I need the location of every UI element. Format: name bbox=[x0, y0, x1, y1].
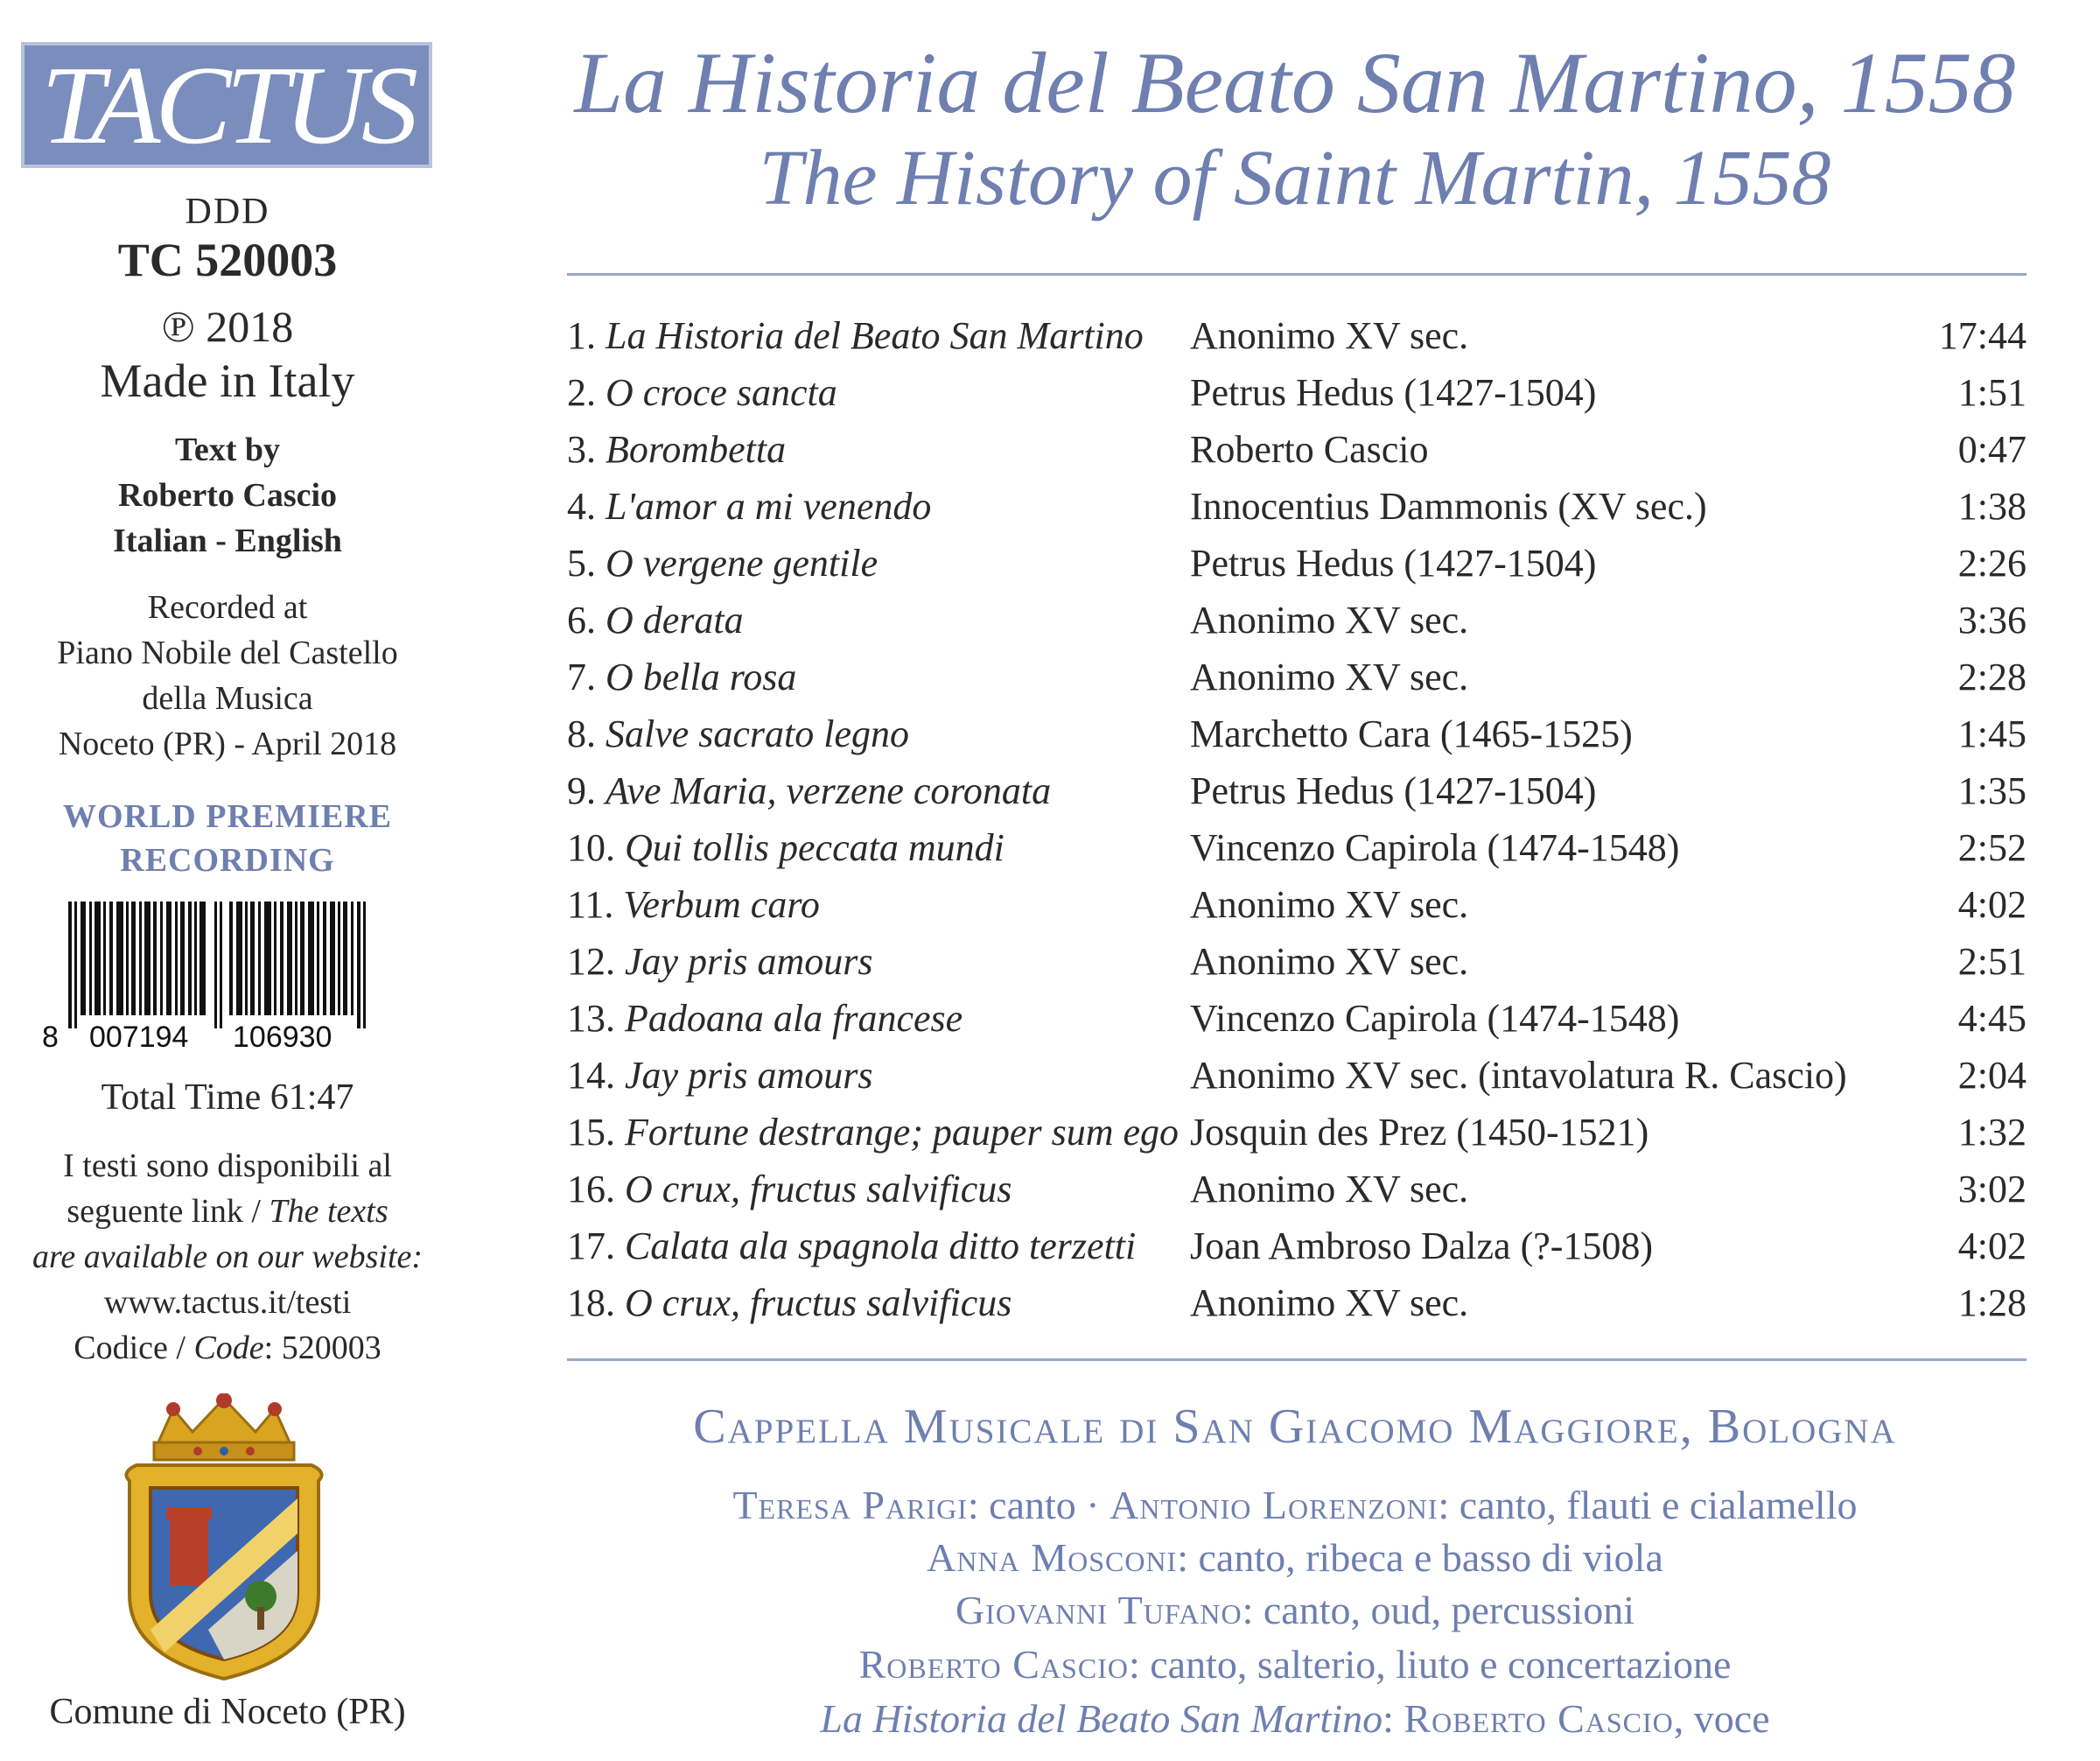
text-by-block bbox=[0, 427, 455, 564]
recorded-venue-2: della Musica bbox=[142, 680, 313, 717]
texts-note-en-2: are available on our website: bbox=[32, 1238, 424, 1275]
track-row bbox=[567, 537, 2026, 594]
track-duration: 2:26 bbox=[1957, 542, 2026, 585]
track-composer: Petrus Hedus (1427-1504) bbox=[1190, 542, 1597, 585]
track-duration: 2:04 bbox=[1957, 1054, 2026, 1097]
track-number-title bbox=[567, 537, 878, 590]
track-number-title bbox=[567, 481, 931, 533]
website-link[interactable]: www.tactus.it/testi bbox=[103, 1284, 352, 1321]
texts-note-it: seguente link bbox=[66, 1193, 243, 1230]
texts-sep: / bbox=[242, 1193, 270, 1230]
track-composer: Marchetto Cara (1465-1525) bbox=[1190, 712, 1633, 755]
track-number: 1. bbox=[567, 314, 596, 357]
track-duration: 1:51 bbox=[1957, 371, 2026, 414]
track-number: 2. bbox=[567, 371, 596, 414]
texts-note-line-2 bbox=[0, 1189, 455, 1234]
track-row bbox=[567, 651, 2026, 708]
barcode-digits-right: 106930 bbox=[233, 1021, 332, 1050]
performer-name: Antonio Lorenzoni bbox=[1110, 1483, 1438, 1527]
code-en: Code bbox=[193, 1330, 264, 1366]
track-number: 10. bbox=[567, 826, 615, 869]
catalog-number: TC 520003 bbox=[117, 234, 338, 286]
work-sep: : bbox=[1382, 1696, 1404, 1741]
track-title: Qui tollis peccata mundi bbox=[625, 826, 1004, 869]
track-row bbox=[567, 936, 2026, 993]
track-duration: 1:38 bbox=[1957, 485, 2026, 528]
track-number-title bbox=[567, 1049, 873, 1102]
recording-location bbox=[0, 585, 455, 767]
track-composer: Anonimo XV sec. bbox=[1190, 883, 1469, 926]
recorded-place-date: Noceto (PR) - April 2018 bbox=[58, 726, 397, 762]
track-duration: 2:52 bbox=[1957, 826, 2026, 869]
track-duration: 1:28 bbox=[1957, 1281, 2026, 1324]
work-title: La Historia del Beato San Martino bbox=[820, 1696, 1383, 1741]
track-duration: 1:32 bbox=[1957, 1111, 2026, 1154]
made-in: Made in Italy bbox=[100, 354, 355, 407]
track-duration: 0:47 bbox=[1957, 428, 2026, 471]
track-number-title bbox=[567, 1277, 1012, 1330]
track-list bbox=[567, 310, 2026, 1334]
label-column bbox=[0, 0, 455, 1761]
track-number: 9. bbox=[567, 769, 596, 812]
track-number: 6. bbox=[567, 599, 596, 642]
track-duration: 4:45 bbox=[1957, 997, 2026, 1040]
text-languages: Italian - English bbox=[113, 523, 342, 559]
performer-role: , voce bbox=[1673, 1696, 1770, 1741]
track-title: O crux, fructus salvificus bbox=[625, 1281, 1012, 1324]
texts-note-line-3 bbox=[0, 1234, 455, 1280]
track-composer: Anonimo XV sec. (intavolatura R. Cascio) bbox=[1190, 1054, 1847, 1097]
track-number-title bbox=[567, 1220, 1136, 1273]
track-composer: Anonimo XV sec. bbox=[1190, 314, 1469, 357]
track-row bbox=[567, 367, 2026, 424]
track-row bbox=[567, 1277, 2026, 1334]
track-number-title bbox=[567, 879, 820, 931]
track-number: 17. bbox=[567, 1224, 615, 1267]
texts-availability-note bbox=[0, 1143, 455, 1371]
barcode-icon bbox=[35, 902, 411, 1050]
track-title: O croce sancta bbox=[606, 371, 837, 414]
track-row bbox=[567, 310, 2026, 367]
ddd-mark: DDD bbox=[185, 192, 270, 232]
track-title: O vergene gentile bbox=[606, 542, 878, 585]
track-composer: Petrus Hedus (1427-1504) bbox=[1190, 769, 1597, 812]
performer-name: Giovanni Tufano bbox=[955, 1588, 1242, 1632]
track-row bbox=[567, 424, 2026, 481]
track-row bbox=[567, 879, 2026, 936]
track-row bbox=[567, 1049, 2026, 1106]
track-number-title bbox=[567, 1163, 1012, 1216]
noceto-coat-of-arms-icon bbox=[112, 1393, 336, 1684]
track-number: 5. bbox=[567, 542, 596, 585]
album-title-italian: La Historia del Beato San Martino, 1558 bbox=[574, 34, 2016, 131]
track-row bbox=[567, 1220, 2026, 1277]
track-duration: 1:45 bbox=[1957, 712, 2026, 755]
ensemble-name: Cappella Musicale di San Giacomo Maggiore, Bologna bbox=[693, 1400, 1897, 1454]
code-value: : 520003 bbox=[263, 1330, 382, 1366]
track-duration: 4:02 bbox=[1957, 1224, 2026, 1267]
track-title: Salve sacrato legno bbox=[606, 712, 910, 755]
performer-name: Anna Mosconi bbox=[927, 1535, 1178, 1580]
copyright-year bbox=[0, 301, 455, 352]
track-number-title bbox=[567, 936, 873, 988]
year-value: 2018 bbox=[206, 302, 294, 351]
track-number: 8. bbox=[567, 712, 596, 755]
code-it: Codice bbox=[74, 1330, 168, 1366]
phonogram-symbol: ℗ bbox=[161, 302, 195, 351]
track-title: O bella rosa bbox=[606, 656, 797, 698]
performer-name: Teresa Parigi bbox=[732, 1483, 968, 1527]
track-number-title bbox=[567, 310, 1144, 362]
track-composer: Vincenzo Capirola (1474-1548) bbox=[1190, 826, 1680, 869]
track-row bbox=[567, 708, 2026, 765]
track-composer: Anonimo XV sec. bbox=[1190, 1281, 1469, 1324]
track-number: 3. bbox=[567, 428, 596, 471]
track-number-title bbox=[567, 993, 962, 1045]
track-title: Jay pris amours bbox=[625, 1054, 873, 1097]
track-number-title bbox=[567, 594, 744, 647]
performer-line-2 bbox=[560, 1532, 2030, 1584]
performer-role: : canto · bbox=[967, 1483, 1110, 1527]
track-row bbox=[567, 594, 2026, 651]
premiere-line-1: WORLD PREMIERE bbox=[62, 798, 393, 835]
text-by-label: Text by bbox=[174, 431, 280, 468]
track-row bbox=[567, 1163, 2026, 1220]
track-duration: 3:02 bbox=[1957, 1168, 2026, 1210]
performer-line-5 bbox=[560, 1693, 2030, 1745]
premiere-line-2: RECORDING bbox=[120, 842, 335, 879]
track-composer: Anonimo XV sec. bbox=[1190, 1168, 1469, 1210]
top-divider bbox=[567, 273, 2026, 276]
track-title: Fortune destrange; pauper sum ego bbox=[625, 1111, 1180, 1154]
track-number: 13. bbox=[567, 997, 615, 1040]
track-duration: 2:51 bbox=[1957, 940, 2026, 983]
track-composer: Innocentius Dammonis (XV sec.) bbox=[1190, 485, 1707, 528]
recorded-at-label: Recorded at bbox=[147, 589, 308, 626]
barcode-digit-lead: 8 bbox=[42, 1021, 59, 1050]
track-composer: Anonimo XV sec. bbox=[1190, 656, 1469, 698]
track-number-title bbox=[567, 424, 786, 476]
track-composer: Josquin des Prez (1450-1521) bbox=[1190, 1111, 1649, 1154]
comune-caption: Comune di Noceto (PR) bbox=[49, 1692, 406, 1732]
track-number: 11. bbox=[567, 883, 614, 926]
track-title: L'amor a mi venendo bbox=[606, 485, 932, 528]
track-number: 7. bbox=[567, 656, 596, 698]
track-title: Calata ala spagnola ditto terzetti bbox=[625, 1224, 1137, 1267]
track-title: Ave Maria, verzene coronata bbox=[606, 769, 1052, 812]
track-number: 12. bbox=[567, 940, 615, 983]
track-duration: 3:36 bbox=[1957, 599, 2026, 642]
barcode-digits-left: 007194 bbox=[89, 1021, 189, 1050]
logo-text: TACTUS bbox=[40, 43, 413, 167]
track-title: Borombetta bbox=[606, 428, 787, 471]
track-title: O derata bbox=[606, 599, 744, 642]
tactus-logo bbox=[21, 42, 432, 168]
track-number: 14. bbox=[567, 1054, 615, 1097]
texts-note-en: The texts bbox=[269, 1193, 388, 1230]
performer-role: : canto, salterio, liuto e concertazione bbox=[1128, 1642, 1732, 1687]
performer-line-1 bbox=[560, 1479, 2030, 1532]
album-title-english: The History of Saint Martin, 1558 bbox=[759, 135, 1831, 221]
text-by-author: Roberto Cascio bbox=[117, 477, 338, 514]
track-duration: 17:44 bbox=[1938, 314, 2026, 357]
performer-name: Roberto Cascio bbox=[1404, 1696, 1674, 1741]
track-row bbox=[567, 481, 2026, 537]
texts-note-line-1: I testi sono disponibili al bbox=[63, 1147, 392, 1184]
track-row bbox=[567, 765, 2026, 822]
track-number-title bbox=[567, 367, 837, 419]
track-composer: Vincenzo Capirola (1474-1548) bbox=[1190, 997, 1680, 1040]
track-title: La Historia del Beato San Martino bbox=[606, 314, 1144, 357]
track-title: O crux, fructus salvificus bbox=[625, 1168, 1012, 1210]
performer-line-4 bbox=[560, 1638, 2030, 1691]
track-number-title bbox=[567, 651, 796, 704]
track-row bbox=[567, 822, 2026, 879]
performer-name: Roberto Cascio bbox=[858, 1642, 1129, 1687]
code-line bbox=[0, 1325, 455, 1371]
track-title: Padoana ala francese bbox=[625, 997, 963, 1040]
track-composer: Joan Ambroso Dalza (?-1508) bbox=[1190, 1224, 1654, 1267]
track-duration: 1:35 bbox=[1957, 769, 2026, 812]
track-row bbox=[567, 993, 2026, 1049]
track-composer: Petrus Hedus (1427-1504) bbox=[1190, 371, 1597, 414]
performer-role: : canto, flauti e cialamello bbox=[1438, 1483, 1858, 1527]
performer-line-3 bbox=[560, 1584, 2030, 1637]
track-title: Jay pris amours bbox=[625, 940, 873, 983]
track-number-title bbox=[567, 708, 909, 761]
code-sep: / bbox=[167, 1330, 194, 1366]
track-number: 18. bbox=[567, 1281, 615, 1324]
bottom-divider bbox=[567, 1358, 2026, 1361]
track-duration: 4:02 bbox=[1957, 883, 2026, 926]
track-number-title bbox=[567, 822, 1004, 874]
recorded-venue-1: Piano Nobile del Castello bbox=[57, 635, 398, 671]
world-premiere-badge bbox=[0, 795, 455, 882]
performer-role: : canto, ribeca e basso di viola bbox=[1177, 1535, 1663, 1580]
track-number: 16. bbox=[567, 1168, 615, 1210]
total-time: Total Time 61:47 bbox=[101, 1077, 354, 1118]
track-number: 4. bbox=[567, 485, 596, 528]
track-title: Verbum caro bbox=[623, 883, 820, 926]
track-row bbox=[567, 1106, 2026, 1163]
track-composer: Anonimo XV sec. bbox=[1190, 940, 1469, 983]
track-number: 15. bbox=[567, 1111, 615, 1154]
performer-role: : canto, oud, percussioni bbox=[1242, 1588, 1634, 1632]
track-duration: 2:28 bbox=[1957, 656, 2026, 698]
track-composer: Anonimo XV sec. bbox=[1190, 599, 1469, 642]
track-number-title bbox=[567, 765, 1051, 817]
track-composer: Roberto Cascio bbox=[1190, 428, 1429, 471]
track-number-title bbox=[567, 1106, 1179, 1159]
